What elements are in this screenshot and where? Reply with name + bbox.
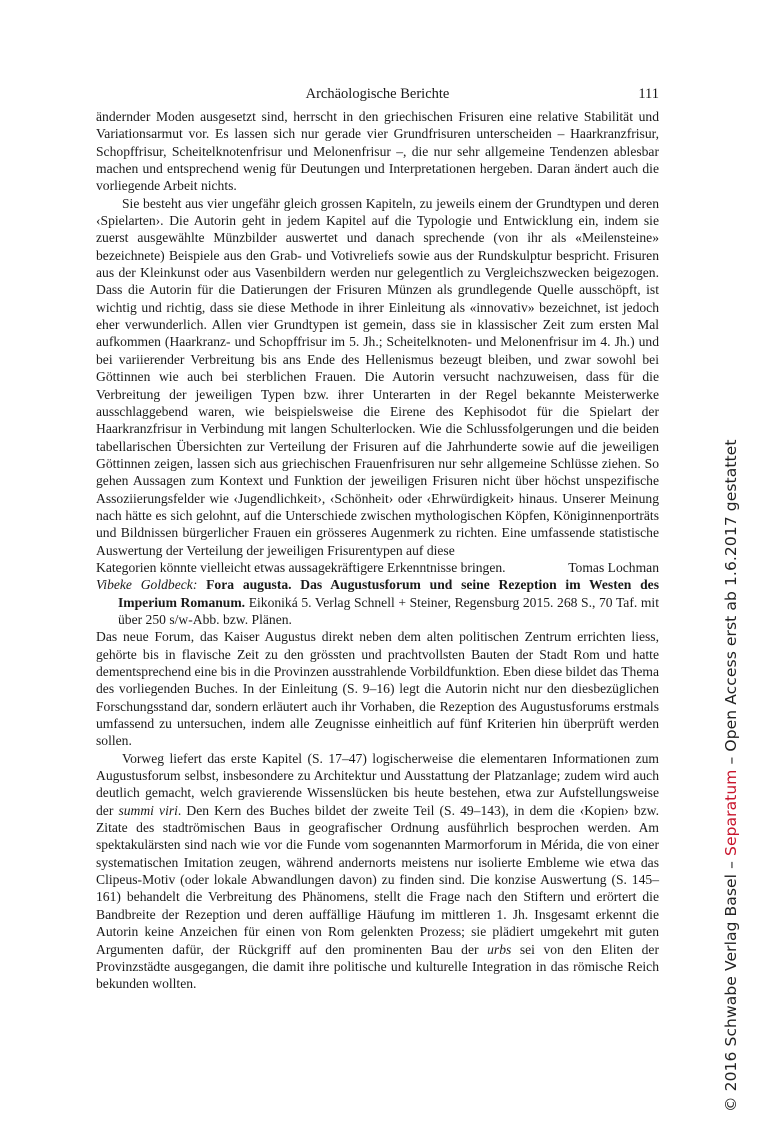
book-title: Fora augusta. Das Augustusforum und seine Rezeption im Westen des Imperium Romanum.: [118, 577, 659, 610]
page-number: 111: [638, 86, 659, 102]
review2-paragraph-2: [96, 750, 659, 993]
latin-term-urbs: urbs: [487, 941, 512, 957]
separatum-label: Separatum: [722, 769, 740, 856]
book-author: Vibeke Goldbeck:: [96, 577, 198, 593]
review2-text-part-1: Vorweg liefert das erste Kapitel (S. 17–47) logischerweise die elementaren Informationen zum Augustusforum selbst, insbesondere zu Architektur und Ausstattung der Platzanlage; zudem wird auch deutlich gemacht, welch gravierende Wissenslücken bis heute bestehen, etwa zur Aufstellungsweise der: [96, 750, 659, 818]
body-text: [96, 108, 659, 993]
copyright-notice: [722, 102, 740, 1112]
review1-paragraph-2: Sie besteht aus vier ungefähr gleich grossen Kapiteln, zu jeweils einem der Grundtypen und deren ‹Spielarten›. Die Autorin geht in jedem Kapitel auf die Typologie und Entwicklung ein, indem sie zuerst ausgewählte Münzbilder auswertet und danach sprechende (von ihr als «Meilensteine» bezeichnete) Beispiele aus den Grab- und Votivreliefs sowie aus der Rundskulptur bespricht. Frisuren aus der Kleinkunst oder aus Vasenbildern werden nur gelegentlich zu Vergleichszwecken beigezogen. Dass die Autorin für die Datierungen der Frisuren Münzen als grundlegende Quelle ausschöpft, ist wichtig und richtig, dass sie diese Methode in ihrer Einleitung als «innovativ» bezeichnet, ist jedoch eher verwunderlich. Allen vier Grundtypen ist gemein, dass sie in klassischer Zeit zum ersten Mal aufkommen (Haarkranz- und Schopffrisur im 5. Jh.; Scheitelknoten- und Melonenfrisur im 4. Jh.) und bei variierender Verbreitung bis ans Ende des Hellenismus bezeugt bleiben, und zwar sowohl bei Göttinnen wie auch bei sterblichen Frauen. Die Autorin versucht nachzuweisen, dass für die Verbreitung der jeweiligen Typen bzw. ihrer Unterarten in der Regel bekannte Meisterwerke ausschlaggebend waren, wie beispielsweise die Eirene des Kephisodot für die Spielart der Haarkranzfrisur in Verbindung mit langen Schulterlocken. Wie die Schlussfolgerungen und die beiden tabellarischen Übersichten zur Verteilung der Frisuren auf die Jahrhunderte sowie auf die jeweiligen Göttinnen zeigen, lassen sich aus griechischen Frauenfrisuren nur sehr allgemeine Schlüsse ziehen. So gehen Aussagen zum Kontext und Funktion der jeweiligen Frisuren nicht über höchst unspezifische Assoziierungsfelder wie ‹Jugendlichkeit›, ‹Schönheit› oder ‹Ehrwürdigkeit› hinaus. Unserer Meinung nach hätte es sich gelohnt, auf die Unterschiede zwischen mythologischen Köpfen, Königinnenporträts und Bildnissen bürgerlicher Frauen ein grösseres Augenmerk zu richten. Eine umfassende statistische Auswertung der Verteilung der jeweiligen Frisurentypen auf diese: [96, 195, 659, 558]
latin-term-summi-viri: summi viri: [118, 802, 178, 818]
review1-last-line: Kategorien könnte vielleicht etwas aussagekräftigere Erkenntnisse bringen.: [96, 559, 506, 575]
copyright-suffix: – Open Access erst ab 1.6.2017 gestattet: [722, 439, 740, 770]
copyright-prefix: © 2016 Schwabe Verlag Basel –: [722, 856, 740, 1112]
review1-closing-line: [96, 559, 659, 576]
page-header: [96, 86, 659, 106]
review1-paragraph-1: ändernder Moden ausgesetzt sind, herrscht in den griechischen Frisuren eine relative Stabilität und Variationsarmut vor. Es lassen sich nur gerade vier Grundfrisuren unterscheiden – Haarkranzfrisur, Schopffrisur, Scheitelknotenfrisur und Melonenfrisur –, die nur sehr allgemeine Tendenzen ablesbar machen und entsprechend wenig für Deutungen und Interpretationen hergeben. Daran ändert auch die vorliegende Arbeit nichts.: [96, 109, 659, 194]
review2-text-part-3: sei von den Eliten der Provinzstädte ausgegangen, die damit ihre politische und kulturelle Integration in das römische Reich bekunden wollten.: [96, 941, 659, 992]
reviewer-signature: Tomas Lochman: [568, 559, 659, 575]
review2-paragraph-1: Das neue Forum, das Kaiser Augustus direkt neben dem alten politischen Zentrum errichten liess, gehörte bis in flavische Zeit zu den grössten und prachtvollsten Bauten der Stadt Rom und hatte dementsprechend eine bis in die Provinzen ausstrahlende Vorbildfunktion. Eben diese bildet das Thema des vorliegenden Buches. In der Einleitung (S. 9–16) legt die Autorin nicht nur den diesbezüglichen Forschungsstand dar, sondern erläutert auch ihr Vorhaben, die Rezeption des Augustusforums erstmals umfassend zu untersuchen, indem alle Zeugnisse einheitlich auf fünf Kriterien hin überprüft werden sollen.: [96, 629, 659, 749]
review2-text-part-2: . Den Kern des Buches bildet der zweite Teil (S. 49–143), in dem die ‹Kopien› bzw. Zitate des stadtrömischen Baus in geografischer Ordnung ausführlich besprochen werden. Am spektakulärsten sind nach wie vor die Funde vom sogenannten Marmorforum in Mérida, die von einer systematischen Imitation zeugen, während andernorts meistens nur isolierte Embleme wie etwa das Clipeus-Motiv (oder lokale Abwandlungen davon) zu finden sind. Die konzise Auswertung (S. 145–161) behandelt die Verbreitung des Phänomens, stellt die Frage nach den Stiftern und erörtert die Bandbreite der Rezeption und deren auffällige Häufung im mittleren 1. Jh. Insgesamt erkennt die Autorin keine Anzeichen für einen von Rom gelenkten Prozess; sie plädiert umgekehrt mit guten Argumenten dafür, der Rückgriff auf den prominenten Bau der: [96, 802, 660, 957]
running-title: Archäologische Berichte: [305, 86, 450, 102]
book-bibliographic-info: Eikoniká 5. Verlag Schnell + Steiner, Regensburg 2015. 268 S., 70 Taf. mit über 250 s/w-Abb. bzw. Plänen.: [118, 594, 659, 627]
review2-citation: [96, 576, 659, 628]
